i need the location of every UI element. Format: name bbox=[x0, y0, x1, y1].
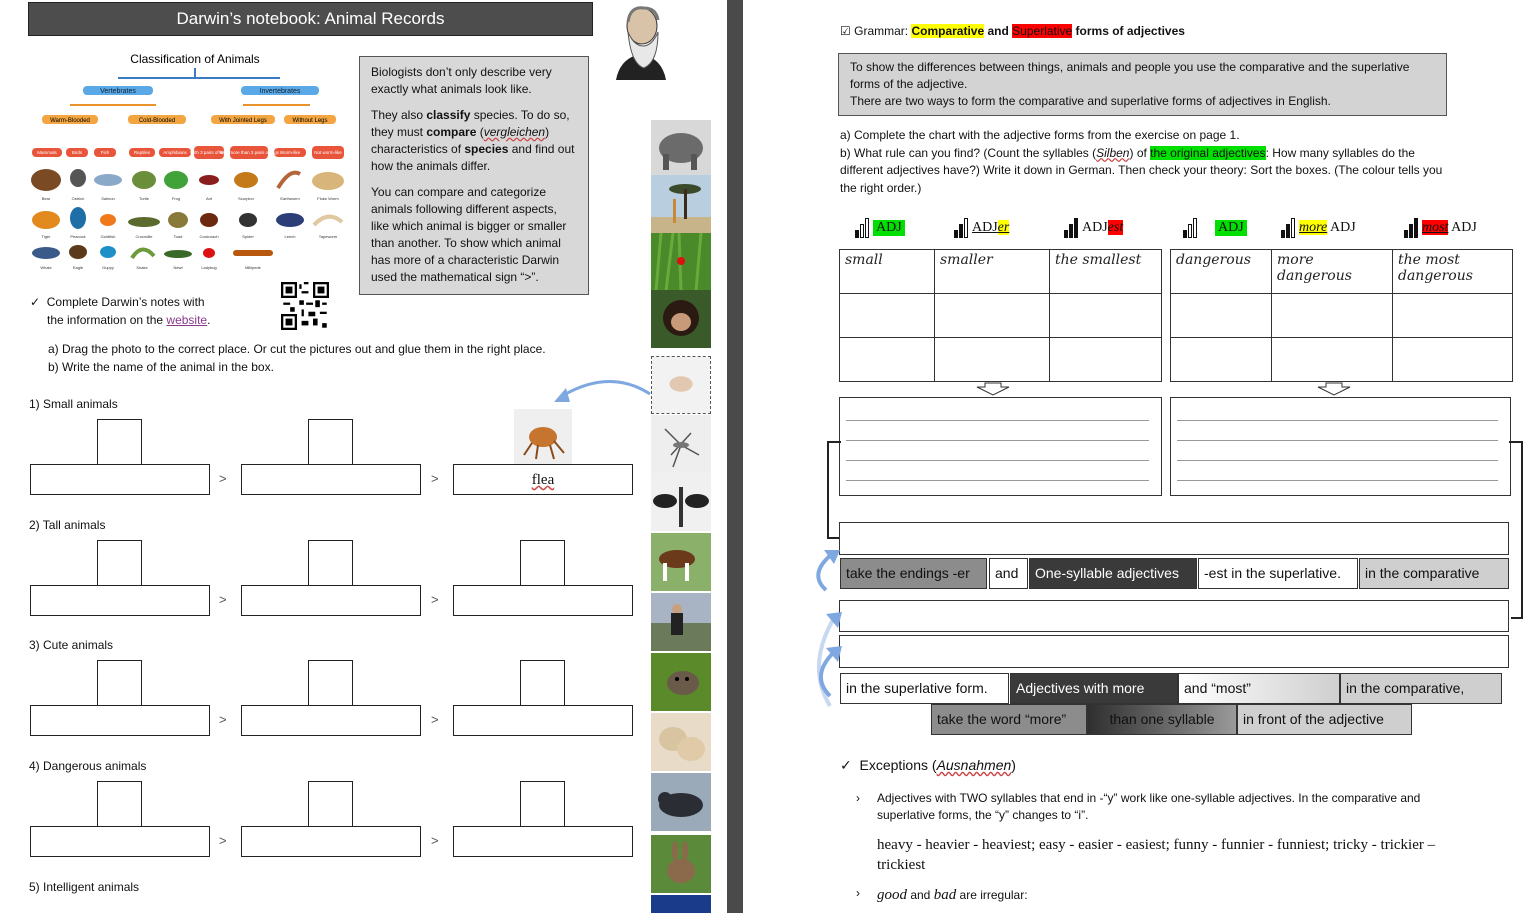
sort-tile[interactable]: One-syllable adjectives bbox=[1029, 558, 1197, 589]
svg-text:Whale: Whale bbox=[40, 265, 52, 270]
section-small-animals: 1) Small animals bbox=[29, 397, 118, 411]
bullet-arrow-icon: › bbox=[856, 886, 860, 900]
greater-than-sign: > bbox=[219, 833, 227, 848]
sort-tile[interactable]: and “most” bbox=[1178, 673, 1340, 704]
sort-tile[interactable]: in front of the adjective bbox=[1237, 704, 1412, 735]
section-intelligent-animals: 5) Intelligent animals bbox=[29, 880, 140, 894]
svg-text:With 3 pairs of legs: With 3 pairs of legs bbox=[189, 150, 229, 155]
giraffe-photo[interactable] bbox=[651, 175, 711, 233]
seal-photo[interactable] bbox=[651, 773, 711, 831]
svg-text:Goldfish: Goldfish bbox=[100, 234, 116, 239]
greater-than-sign: > bbox=[431, 471, 439, 486]
svg-text:Cockroach: Cockroach bbox=[199, 234, 219, 239]
chart-cell[interactable] bbox=[840, 338, 935, 382]
chimpanzee-photo[interactable] bbox=[651, 290, 711, 348]
martial-artist-photo[interactable] bbox=[651, 593, 711, 651]
adjective-chart-short bbox=[839, 249, 1162, 382]
section-tall-animals: 2) Tall animals bbox=[29, 518, 106, 532]
chart-cell[interactable] bbox=[1272, 294, 1393, 338]
sort-tile[interactable]: in the comparative, bbox=[1340, 673, 1502, 704]
svg-text:Newt: Newt bbox=[173, 265, 183, 270]
ladybug-photo[interactable] bbox=[651, 233, 711, 291]
animal-name-box[interactable] bbox=[241, 826, 421, 857]
svg-text:With more than 3 pairs of legs: With more than 3 pairs of legs bbox=[219, 150, 279, 155]
svg-text:Tiger: Tiger bbox=[41, 234, 51, 239]
animal-icons-row2 bbox=[32, 207, 342, 229]
sort-tile[interactable]: take the endings -er bbox=[840, 558, 987, 589]
svg-text:Earthworm: Earthworm bbox=[280, 196, 300, 201]
section-cute-animals: 3) Cute animals bbox=[29, 638, 114, 652]
website-link[interactable]: website bbox=[166, 313, 208, 327]
animal-name-box[interactable] bbox=[453, 705, 633, 736]
bar-icon bbox=[954, 218, 968, 238]
info-paragraph-3: You can compare and categorize animals following different aspects, like which animal is bigger or smaller than another. To show which animal has more of a characteristic Darwin used the mathematical sign “>”. bbox=[371, 185, 567, 284]
svg-text:Amphibians: Amphibians bbox=[163, 150, 187, 155]
svg-text:Spider: Spider bbox=[242, 234, 254, 239]
svg-text:Reptiles: Reptiles bbox=[133, 150, 151, 155]
grammar-heading: ☑ Grammar: Comparative and Superlative forms of adjectives bbox=[840, 24, 1185, 38]
header-more-adj: more ADJ bbox=[1281, 218, 1356, 238]
chart-cell[interactable]: the most dangerous bbox=[1393, 250, 1513, 294]
checkbox-icon: ☑ bbox=[840, 24, 851, 38]
dolphin-photo[interactable] bbox=[651, 895, 711, 913]
curved-arrow-icon bbox=[540, 372, 652, 412]
chart-cell[interactable] bbox=[1171, 294, 1272, 338]
photo-drop-slot[interactable] bbox=[520, 540, 565, 586]
svg-text:Guppy: Guppy bbox=[102, 265, 114, 270]
svg-text:Ostrich: Ostrich bbox=[71, 196, 85, 201]
animal-name-box[interactable] bbox=[30, 585, 210, 616]
task-instructions: a) Drag the photo to the correct place. Or cut the pictures out and glue them in the right place. b) Write the name of the animal in the box. bbox=[48, 342, 546, 374]
animal-name-box[interactable] bbox=[453, 826, 633, 857]
bar-icon bbox=[1281, 218, 1295, 238]
jointed-legs-label: With Jointed Legs bbox=[219, 118, 267, 124]
animal-name-box[interactable] bbox=[30, 464, 210, 495]
animal-name-box[interactable] bbox=[241, 585, 421, 616]
chart-cell[interactable]: the smallest bbox=[1050, 250, 1162, 294]
chart-cell[interactable] bbox=[1393, 338, 1513, 382]
exception-irregular: › good and bad are irregular: bbox=[856, 886, 1028, 903]
svg-text:Ladybug: Ladybug bbox=[201, 265, 217, 270]
photo-drop-slot[interactable] bbox=[97, 419, 142, 465]
info-paragraph-2: They also classify species. To do so, they must compare (vergleichen) characteristics of species and find out how the animals differ. bbox=[371, 108, 575, 173]
svg-text:Leech: Leech bbox=[284, 234, 296, 239]
classification-title: Classification of Animals bbox=[130, 52, 260, 66]
chart-cell[interactable] bbox=[840, 294, 935, 338]
animal-icons-row3 bbox=[32, 245, 273, 259]
horse-photo[interactable] bbox=[651, 533, 711, 591]
svg-text:Crocodile: Crocodile bbox=[135, 234, 153, 239]
without-legs-label: Without Legs bbox=[292, 118, 328, 124]
greater-than-sign: > bbox=[219, 471, 227, 486]
elephant-photo[interactable] bbox=[651, 120, 711, 178]
chart-cell[interactable] bbox=[1050, 338, 1162, 382]
darwin-portrait bbox=[606, 2, 676, 80]
bullet-arrow-icon: › bbox=[856, 791, 860, 805]
svg-text:Toad: Toad bbox=[173, 234, 183, 239]
svg-text:Millipede: Millipede bbox=[245, 265, 261, 270]
svg-text:Tapeworm: Tapeworm bbox=[318, 234, 338, 239]
svg-text:Ant: Ant bbox=[205, 196, 213, 201]
photo-drop-slot[interactable] bbox=[308, 781, 353, 827]
complete-instruction: ✓ Complete Darwin’s notes with the information on the website. bbox=[30, 295, 211, 327]
sentence-box-3[interactable] bbox=[839, 635, 1509, 668]
rabbit-photo[interactable] bbox=[651, 835, 711, 893]
greater-than-sign: > bbox=[431, 712, 439, 727]
chart-task: a) Complete the chart with the adjective forms from the exercise on page 1. b) What rule can you find? (Count the syllables (Silben) of the original adjectives: How many syllables do the different adjectives have?) Write it down in German. Then check your theory: Sort the boxes. (The colour tells you the right order.) bbox=[840, 128, 1443, 195]
svg-text:Scorpion: Scorpion bbox=[238, 196, 254, 201]
flea-photo-placeholder[interactable] bbox=[651, 356, 711, 414]
greater-than-sign: > bbox=[431, 592, 439, 607]
animal-name-box[interactable] bbox=[30, 705, 210, 736]
down-arrow-icon bbox=[1316, 382, 1352, 396]
chart-cell[interactable] bbox=[1393, 294, 1513, 338]
worksheet-page-left bbox=[0, 0, 724, 913]
photo-drop-slot[interactable] bbox=[97, 781, 142, 827]
photo-drop-slot[interactable] bbox=[97, 660, 142, 706]
page-divider bbox=[727, 0, 743, 913]
chart-cell[interactable] bbox=[1272, 338, 1393, 382]
invertebrates-label: Invertebrates bbox=[259, 88, 301, 95]
vertebrates-label: Vertebrates bbox=[100, 88, 136, 95]
sentence-box-1[interactable] bbox=[839, 522, 1509, 555]
mosquito-photo[interactable] bbox=[651, 415, 711, 473]
svg-text:Fish: Fish bbox=[100, 150, 110, 155]
kitten-photo[interactable] bbox=[651, 653, 711, 711]
animal-name-box[interactable] bbox=[453, 585, 633, 616]
animal-name-box[interactable] bbox=[241, 705, 421, 736]
bar-icon bbox=[1404, 218, 1418, 238]
svg-text:Birds: Birds bbox=[71, 150, 83, 155]
section-dangerous-animals: 4) Dangerous animals bbox=[29, 759, 147, 773]
svg-text:Mammals: Mammals bbox=[37, 150, 57, 155]
chart-cell[interactable]: smaller bbox=[935, 250, 1050, 294]
info-box bbox=[359, 56, 589, 295]
rule-writing-box-short[interactable] bbox=[839, 397, 1162, 496]
sort-tile[interactable]: in the comparative bbox=[1359, 558, 1509, 589]
bird-photo[interactable] bbox=[651, 473, 711, 531]
svg-text:Worm-like: Worm-like bbox=[279, 150, 301, 155]
checkmark-icon: ✓ bbox=[30, 295, 41, 309]
header-adj: ADJ bbox=[855, 218, 905, 238]
sort-tile[interactable]: than one syllable bbox=[1087, 704, 1237, 735]
svg-text:Turtle: Turtle bbox=[138, 196, 150, 201]
greater-than-sign: > bbox=[219, 712, 227, 727]
greater-than-sign: > bbox=[219, 592, 227, 607]
animal-name-box[interactable] bbox=[241, 464, 421, 495]
header-most-adj: most ADJ bbox=[1404, 218, 1477, 238]
sort-tile[interactable]: and bbox=[989, 558, 1028, 589]
exception-examples: heavy - heavier - heaviest; easy - easier - easiest; funny - funnier - funniest; tricky - trickier – trickiest bbox=[877, 837, 1436, 873]
checkmark-icon: ✓ bbox=[840, 757, 852, 773]
header-adj-est: ADJest bbox=[1064, 218, 1123, 238]
chart-cell[interactable] bbox=[935, 338, 1050, 382]
photo-drop-slot[interactable] bbox=[520, 660, 565, 706]
svg-text:Frog: Frog bbox=[171, 196, 181, 201]
sort-tile[interactable]: take the word “more” bbox=[931, 704, 1087, 735]
exception-rule-y: › Adjectives with TWO syllables that end in -“y” work like one-syllable adjectives. In the comparative and superlative forms, the “y” changes to “i”. bbox=[856, 791, 1421, 822]
chart-cell[interactable] bbox=[935, 294, 1050, 338]
greater-than-sign: > bbox=[431, 833, 439, 848]
svg-text:Eagle: Eagle bbox=[72, 265, 84, 270]
animal-icons-row1 bbox=[31, 169, 344, 191]
animal-name-box[interactable] bbox=[453, 464, 633, 495]
cold-blooded-label: Cold-Blooded bbox=[138, 118, 176, 124]
svg-text:Not worm-like: Not worm-like bbox=[314, 150, 342, 155]
intro-box: To show the differences between things, animals and people you use the comparative and the superlative forms of the adjective. There are two ways to form the comparative and superlative forms of adjectives in English. bbox=[838, 53, 1447, 116]
chart-cell[interactable] bbox=[1171, 338, 1272, 382]
sort-tile[interactable]: Adjectives with more bbox=[1010, 673, 1178, 704]
hamster-photo[interactable] bbox=[651, 713, 711, 771]
info-paragraph-1: Biologists don’t only describe very exactly what animals look like. bbox=[371, 65, 552, 96]
classification-diagram bbox=[28, 50, 352, 274]
sort-tile[interactable]: in the superlative form. bbox=[840, 673, 1009, 704]
svg-text:Bear: Bear bbox=[41, 196, 51, 201]
warm-blooded-label: Warm-Blooded bbox=[50, 118, 90, 124]
svg-text:Salmon: Salmon bbox=[101, 196, 115, 201]
bracket-connector bbox=[1507, 440, 1525, 622]
photo-drop-slot[interactable] bbox=[308, 660, 353, 706]
header-adj-er: ADJer bbox=[954, 218, 1009, 238]
chart-cell[interactable]: small bbox=[840, 250, 935, 294]
bar-icon bbox=[1183, 218, 1197, 238]
bar-icon bbox=[855, 218, 869, 238]
sort-tile[interactable]: -est in the superlative. bbox=[1198, 558, 1358, 589]
header-adj-long: ADJ bbox=[1183, 218, 1247, 238]
animal-name-box[interactable] bbox=[30, 826, 210, 857]
photo-drop-slot[interactable] bbox=[308, 540, 353, 586]
bar-icon bbox=[1064, 218, 1078, 238]
photo-drop-slot[interactable] bbox=[97, 540, 142, 586]
animal-photo-strip bbox=[651, 120, 711, 913]
adjective-chart-long bbox=[1170, 249, 1513, 382]
chart-cell[interactable]: dangerous bbox=[1171, 250, 1272, 294]
page-title: Darwin’s notebook: Animal Records bbox=[28, 2, 593, 36]
down-arrow-icon bbox=[975, 382, 1011, 396]
flea-photo[interactable] bbox=[514, 409, 572, 465]
photo-drop-slot[interactable] bbox=[520, 781, 565, 827]
svg-text:Fluke Worm: Fluke Worm bbox=[317, 196, 339, 201]
rule-writing-box-long[interactable] bbox=[1170, 397, 1511, 496]
photo-drop-slot[interactable] bbox=[308, 419, 353, 465]
svg-text:Snake: Snake bbox=[136, 265, 148, 270]
chart-cell[interactable]: more dangerous bbox=[1272, 250, 1393, 294]
sentence-box-2[interactable] bbox=[839, 600, 1509, 632]
chart-cell[interactable] bbox=[1050, 294, 1162, 338]
svg-text:Peacock: Peacock bbox=[70, 234, 86, 239]
qr-code-icon[interactable] bbox=[281, 282, 329, 330]
flea-label: flea bbox=[531, 472, 555, 488]
exceptions-heading: ✓ Exceptions (Ausnahmen) bbox=[840, 757, 1016, 773]
